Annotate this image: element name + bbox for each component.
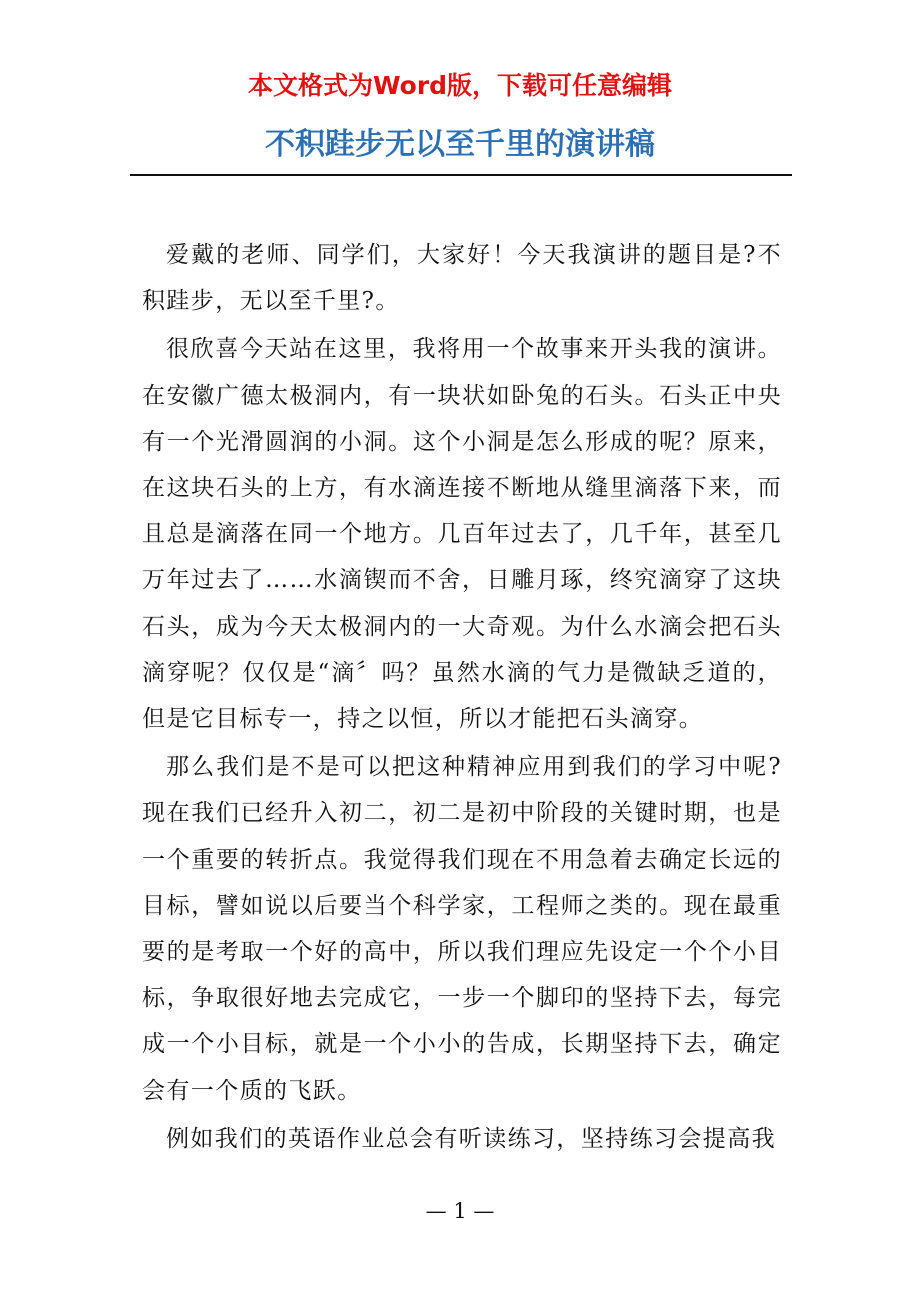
paragraph: 爱戴的老师、同学们，大家好！今天我演讲的题目是?不积跬步，无以至千里?。 (142, 242, 782, 315)
title-divider (130, 174, 792, 176)
document-title: 不积跬步无以至千里的演讲稿 (265, 127, 655, 162)
paragraph: 很欣喜今天站在这里，我将用一个故事来开头我的演讲。在安徽广德太极洞内，有一块状如卧兔的石头。石头正中央有一个光滑圆润的小洞。这个小洞是怎么形成的呢？原来，在这块石头的上方，有水滴连接不断地从缝里滴落下来，而且总是滴落在同一个地方。几百年过去了，几千年，甚至几万年过去了……水滴锲而不舍，日雕月琢，终究滴穿了这块石头，成为今天太极洞内的一大奇观。为什么水滴会把石头滴穿呢？仅仅是“滴〞吗？虽然水滴的气力是微缺乏道的，但是它目标专一，持之以恒，所以才能把石头滴穿。 (142, 336, 782, 733)
page-number: — 1 — (425, 1199, 495, 1223)
paragraph: 那么我们是不是可以把这种精神应用到我们的学习中呢?现在我们已经升入初二，初二是初中阶段的关键时期，也是一个重要的转折点。我觉得我们现在不用急着去确定长远的目标，譬如说以后要当个科学家，工程师之类的。现在最重要的是考取一个好的高中，所以我们理应先设定一个个小目标，争取很好地去完成它，一步一个脚印的坚持下去，每完成一个小目标，就是一个小小的告成，长期坚持下去，确定会有一个质的飞跃。 (142, 754, 782, 1104)
paragraph: 例如我们的英语作业总会有听读练习，坚持练习会提高我 (166, 1125, 776, 1152)
document-body (142, 232, 782, 1164)
format-notice: 本文格式为Word版，下载可任意编辑 (247, 71, 673, 100)
